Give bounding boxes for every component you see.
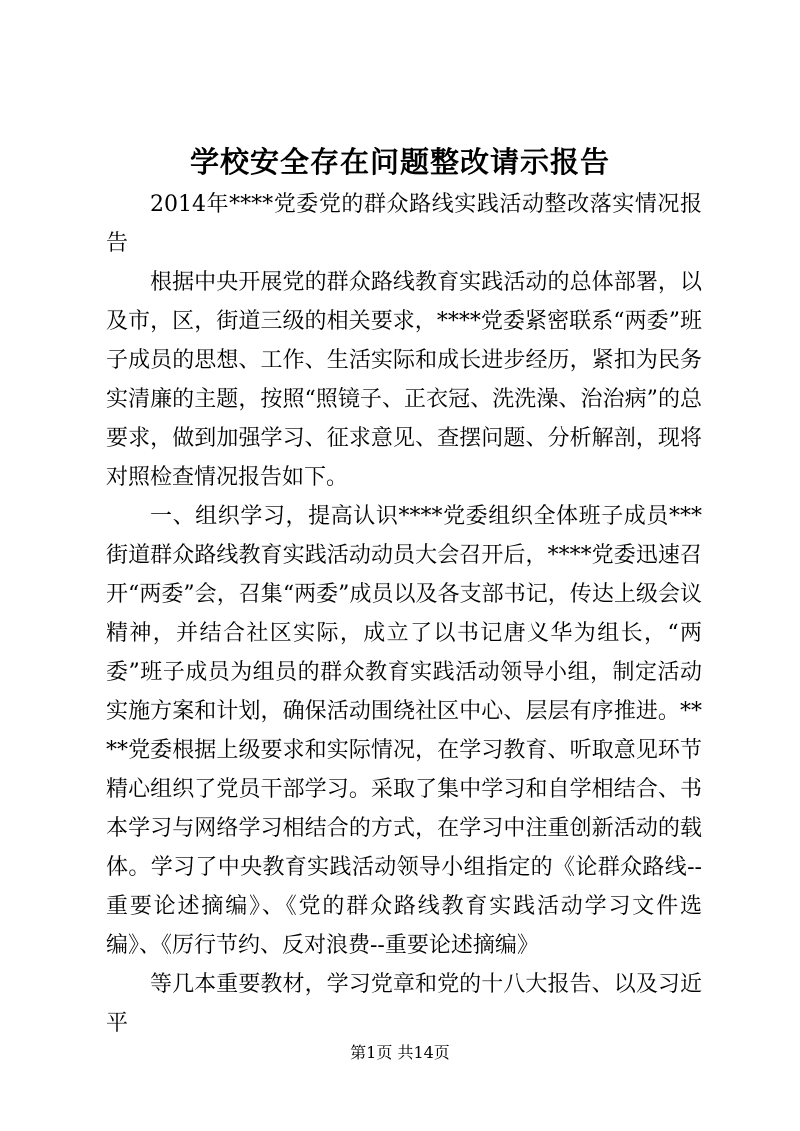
page-footer: 第1页 共14页 bbox=[350, 1043, 450, 1062]
document-title: 学校安全存在问题整改请示报告 bbox=[189, 145, 610, 179]
document-body bbox=[106, 185, 702, 1043]
paragraph-intro: 根据中央开展党的群众路线教育实践活动的总体部署，以及市，区，街道三级的相关要求，****党委紧密联系“两委”班子成员的思想、工作、生活实际和成长进步经历，紧扣为民务实清廉的主题，按照“照镜子、正衣冠、洗洗澡、治治病”的总要求，做到加强学习、征求意见、查摆问题、分析解剖，现将对照检查情况报告如下。 bbox=[106, 270, 702, 490]
paragraph-continuation: 等几本重要教材，学习党章和党的十八大报告、以及习近平 bbox=[106, 972, 702, 1036]
paragraph-section-one: 一、组织学习，提高认识****党委组织全体班子成员***街道群众路线教育实践活动动员大会召开后，****党委迅速召开“两委”会，召集“两委”成员以及各支部书记，传达上级会议精神，并结合社区实际，成立了以书记唐义华为组长，“两委”班子成员为组员的群众教育实践活动领导小组，制定活动实施方案和计划，确保活动围绕社区中心、层层有序推进。****党委根据上级要求和实际情况，在学习教育、听取意见环节精心组织了党员干部学习。采取了集中学习和自学相结合、书本学习与网络学习相结合的方式，在学习中注重创新活动的载体。学习了中央教育实践活动领导小组指定的《论群众路线--重要论述摘编》、《党的群众路线教育实践活动学习文件选编》、《厉行节约、反对浪费--重要论述摘编》 bbox=[106, 504, 702, 958]
paragraph-subtitle: 2014年****党委党的群众路线实践活动整改落实情况报告 bbox=[106, 192, 702, 256]
